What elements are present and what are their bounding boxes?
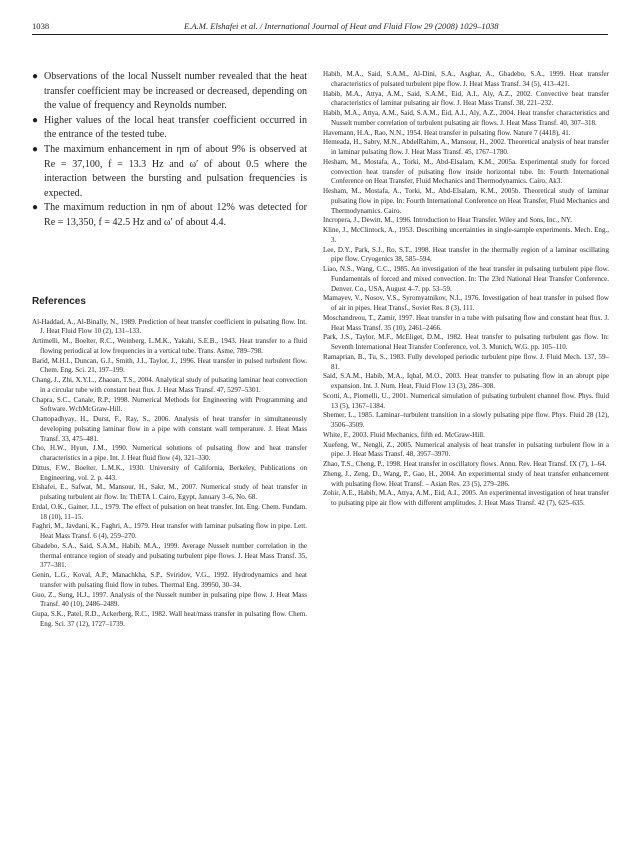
reference-item: Park, J.S., Taylor, M.F., McEliget, D.M., 1982. Heat transfer to pulsating turbulent gas flow. In: Seventh International Heat Transfer Conference, vol. 3. Munich, W.G. pp. 105–110. <box>323 333 609 351</box>
reference-item: Gupa, S.K., Patel, R.D., Ackerberg, R.C., 1982. Wall heat/mass transfer in pulsating flow. Chem. Eng. Sci. 37 (12), 1727–1739. <box>32 610 307 628</box>
reference-item: Guo, Z., Sung, H.J., 1997. Analysis of the Nusselt number in pulsating pipe flow. J. Heat Mass Transf. 40 (10), 2486–2489. <box>32 590 307 609</box>
reference-item: Liao, N.S., Wang, C.C., 1985. An investigation of the heat transfer in pulsating turbulent pipe flow. Fundamentals of forced and mixed convection. In: The 23rd National Heat Transfer Conference. Denver. Co., USA, August 4–7. pp. 53–59. <box>323 265 609 293</box>
bullet-text: The maximum enhancement in ηm of about 9% is observed at Re = 37,100, f = 13.3 Hz and ω′ of about 0.5 where the interaction between the bursting and pulsation frequencies is expected. <box>44 143 307 199</box>
reference-item: Said, S.A.M., Habib, M.A., Iqbal, M.O., 2003. Heat transfer to pulsating flow in an abrupt pipe expansion. Int. J. Num. Heat, Fluid Flow 13 (3), 286–308. <box>323 372 609 390</box>
reference-item: Zhao, T.S., Cheng, P., 1998. Heat transfer in oscillatory flows. Annu. Rev. Heat Transf. IX (7), 1–64. <box>323 460 607 468</box>
reference-item: Zheng, J., Zeng, D., Wang, P., Gao, H., 2004. An experimental study of heat transfer enhancement with pulsating flow. Heat Transf. – Asian Res. 23 (5), 279–286. <box>323 469 609 488</box>
bullet-icon: ● <box>32 114 39 126</box>
reference-item: Hesham, M., Mostafa, A., Torki, M., Abd-Elsalam, K.M., 2005b. Theoretical study of laminar pulsating flow in pipe. In: Fourth International Conference on Heat Transfer, Fluid Mechanics and Thermodynamics. Cairo. <box>323 187 609 215</box>
reference-item: Hemeada, H., Sabry, M.N., AbdelRahim, A., Mansour, H., 2002. Theoretical analysis of heat transfer in laminar pulsating flow. J. Heat Mass Transf. 45, 1767–1780. <box>323 138 609 156</box>
bullet-text: Observations of the local Nusselt number revealed that the heat transfer coefficient may be increased or decreased, depending on the value of frequency and Reynolds number. <box>44 71 307 112</box>
bullet-text: The maximum reduction in ηm of about 12% was detected for Re = 13,350, f = 42.5 Hz and ω′ of about 4.4. <box>44 202 307 228</box>
right-column <box>323 70 609 509</box>
reference-item: Kline, J., McClintock, A., 1953. Describing uncertainties in single-sample experiments. Mech. Eng., 3. <box>323 226 609 244</box>
page-number: 1038 <box>32 21 50 31</box>
bullet-icon: ● <box>32 202 39 214</box>
reference-item: Havemann, H.A., Rao, N.N., 1954. Heat transfer in pulsating flow. Nature 7 (4418), 41. <box>323 128 571 137</box>
reference-item: Lee, D.Y., Park, S.J., Ro, S.T., 1998. Heat transfer in the thermally region of a laminar oscillating pipe flow. Cryogenics 38, 585–594. <box>323 245 609 264</box>
reference-list-left <box>32 318 307 630</box>
reference-item: Dittus, F.W., Boelter, L.M.K., 1930. University of California, Berkeley, Publications on Engineering, vol. 2. p. 443. <box>32 463 307 482</box>
reference-list-right <box>323 70 609 509</box>
bullet-item <box>32 143 307 201</box>
reference-item: Shemer, L., 1985. Laminar–turbulent transition in a slowly pulsating pipe flow. Phys. Fluid 28 (12), 3506–3509. <box>323 411 609 429</box>
reference-item: Habib, M.A., Attya, A.M., Said, S.A.M., Eid, A.I., Aly, A.Z., 2002. Convective heat transfer characteristics of laminar pulsating air flow. J. Heat Mass Transf. 38, 221–232. <box>323 89 609 108</box>
reference-item: Hesham, M., Mostafa, A., Torki, M., Abd-Elsalam, K.M., 2005a. Experimental study for forced convection heat transfer of pulsating flow inside horizontal tube. In: Fourth International Conference on Heat Transfer, Fluid Mechanics and Thermodynamics. Cairo, Ak3. <box>323 157 609 186</box>
bullet-item <box>32 70 307 114</box>
reference-item: Gbadebo, S.A., Said, S.A.M., Habib, M.A., 1999. Average Nusselt number correlation in the thermal entrance region of steady and pulsating turbulent pipe flows. J. Heat Mass Transf. 35, 377–381. <box>32 541 307 570</box>
reference-item: Habib, M.A., Said, S.A.M., Al-Dini, S.A., Asghar, A., Gbadebo, S.A., 1999. Heat transfer characteristics of pulsated turbulent pipe flow. J. Heat Mass Transf. 34 (5), 413–421. <box>323 70 609 88</box>
reference-item: Chattopadhyay, H., Durst, F., Ray, S., 2006. Analysis of heat transfer in simultaneously developing pulsating laminar flow in a pipe with constant wall temperature. J. Heat Mass Transf. 33, 475–481. <box>32 415 307 443</box>
reference-item: Elshafei, E., Safwat, M., Mansour, H., Sakr, M., 2007. Numerical study of heat transfer in pulsating turbulent air flow. In: ThETA 1. Cairo, Egypt, January 3–6, No. 68. <box>32 483 307 502</box>
bullet-item <box>32 201 307 230</box>
reference-item: Faghri, M., Javdani, K., Faghri, A., 1979. Heat transfer with laminar pulsating flow in pipe. Lett. Heat Mass Transf. 6 (4), 259–270. <box>32 522 307 541</box>
conclusion-bullets <box>32 70 307 231</box>
reference-item: Chapra, S.C., Canale, R.P., 1998. Numerical Methods for Engineering with Programming and Software. WcbMcGraw-Hill. <box>32 395 307 414</box>
reference-item: Habib, M.A., Attya, A.M., Said, S.A.M., Eid, A.I., Aly, A.Z., 2004. Heat transfer characteristics and Nusselt number correlation of turbulent pulsating air flows. J. Heat Mass Transf. 40, 307–318. <box>323 109 609 127</box>
reference-item: Mamayev, V., Nosov, V.S., Syromyatnikov, N.I., 1976. Investigation of heat transfer in pulsed flow of air in pipes. Heat Transf., Soviet Res. 8 (3), 111. <box>323 294 609 312</box>
reference-item: White, F., 2003. Fluid Mechanics, fifth ed. McGraw-Hill. <box>323 430 485 439</box>
reference-item: Artimelli, M., Boelter, R.C., Weinberg, L.M.K., Yakahi, S.E.B., 1943. Heat transfer to a fluid flowing periodical at low frequencies in a vertical tube. Trans. Asme, 789–798. <box>32 337 307 355</box>
reference-item: Xuefeng, W., Nengli, Z., 2005. Numerical analysis of heat transfer in pulsating turbulent flow in a pipe. J. Heat Mass Transf. 48, 3957–3970. <box>323 440 609 459</box>
reference-item: Barid, M.H.I., Duncan, G.J., Smith, J.I., Taylor, J., 1996. Heat transfer in pulsed turbulent flow. Chem. Eng. Sci. 21, 197–199. <box>32 356 307 375</box>
running-head: E.A.M. Elshafei et al. / International Journal of Heat and Fluid Flow 29 (2008) 1029–1038 <box>184 21 499 31</box>
reference-item: Incropera, J., Dewitt, M., 1996. Introduction to Heat Transfer. Wiley and Sons, Inc., NY. <box>323 216 572 225</box>
header-rule <box>32 34 608 35</box>
reference-item: Cho, H.W., Hyun, J.M., 1990. Numerical solutions of pulsating flow and heat transfer characteristics in a pipe. Int. J. Heat fluid flow (4), 321–330. <box>32 444 307 463</box>
reference-item: Zohir, A.E., Habib, M.A., Attya, A.M., Eid, A.I., 2005. An experimental investigation of heat transfer to pulsating pipe air flow with different amplitudes. J. Heat Mass Transf. 42 (7), 625–635. <box>323 489 609 507</box>
bullet-icon: ● <box>32 71 39 82</box>
bullet-icon: ● <box>32 143 39 155</box>
bullet-item <box>32 114 307 143</box>
references-heading: References <box>32 295 86 307</box>
reference-item: Al-Haddad, A., Al-Binally, N., 1989. Prediction of heat transfer coefficient in pulsating flow. Int. J. Heat Fluid Flow 10 (2), 131–133. <box>32 317 307 336</box>
reference-item: Moschandreou, T., Zamir, 1997. Heat transfer in a tube with pulsating flow and constant heat flux. J. Heat Mass Transf. 35 (10), 2461–2466. <box>323 313 609 332</box>
left-column <box>32 70 307 630</box>
reference-item: Chang, J., Zhi, X.Y.L., Zhaoan, T.S., 2004. Analytical study of pulsating laminar heat convection in a circular tube with constant heat flux. J. Heat Mass Transf. 47, 5297–5301. <box>32 376 307 394</box>
reference-item: Ramaprian, B., Tu, S., 1983. Fully developed periodic turbulent pipe flow. J. Fluid Mech. 137, 59–81. <box>323 352 609 371</box>
bullet-text: Higher values of the local heat transfer coefficient occurred in the entrance of the tested tube. <box>44 114 307 141</box>
page-header <box>32 20 608 32</box>
reference-item: Scotti, A., Piomelli, U., 2001. Numerical simulation of pulsating turbulent channel flow. Phys. fluid 13 (5), 1367–1384. <box>323 391 609 410</box>
reference-item: Erdal, O.K., Gainer, J.L., 1979. The effect of pulsation on heat transfer. Int. Eng. Chem. Fundam. 18 (10), 11–15. <box>32 502 307 521</box>
reference-item: Genin, L.G., Koval, A.P., Manachkha, S.P., Sviridov, V.G., 1992. Hydrodynamics and heat transfer with pulsating fluid flow in tubes. Thermal Eng. 39950, 30–34. <box>32 571 307 589</box>
